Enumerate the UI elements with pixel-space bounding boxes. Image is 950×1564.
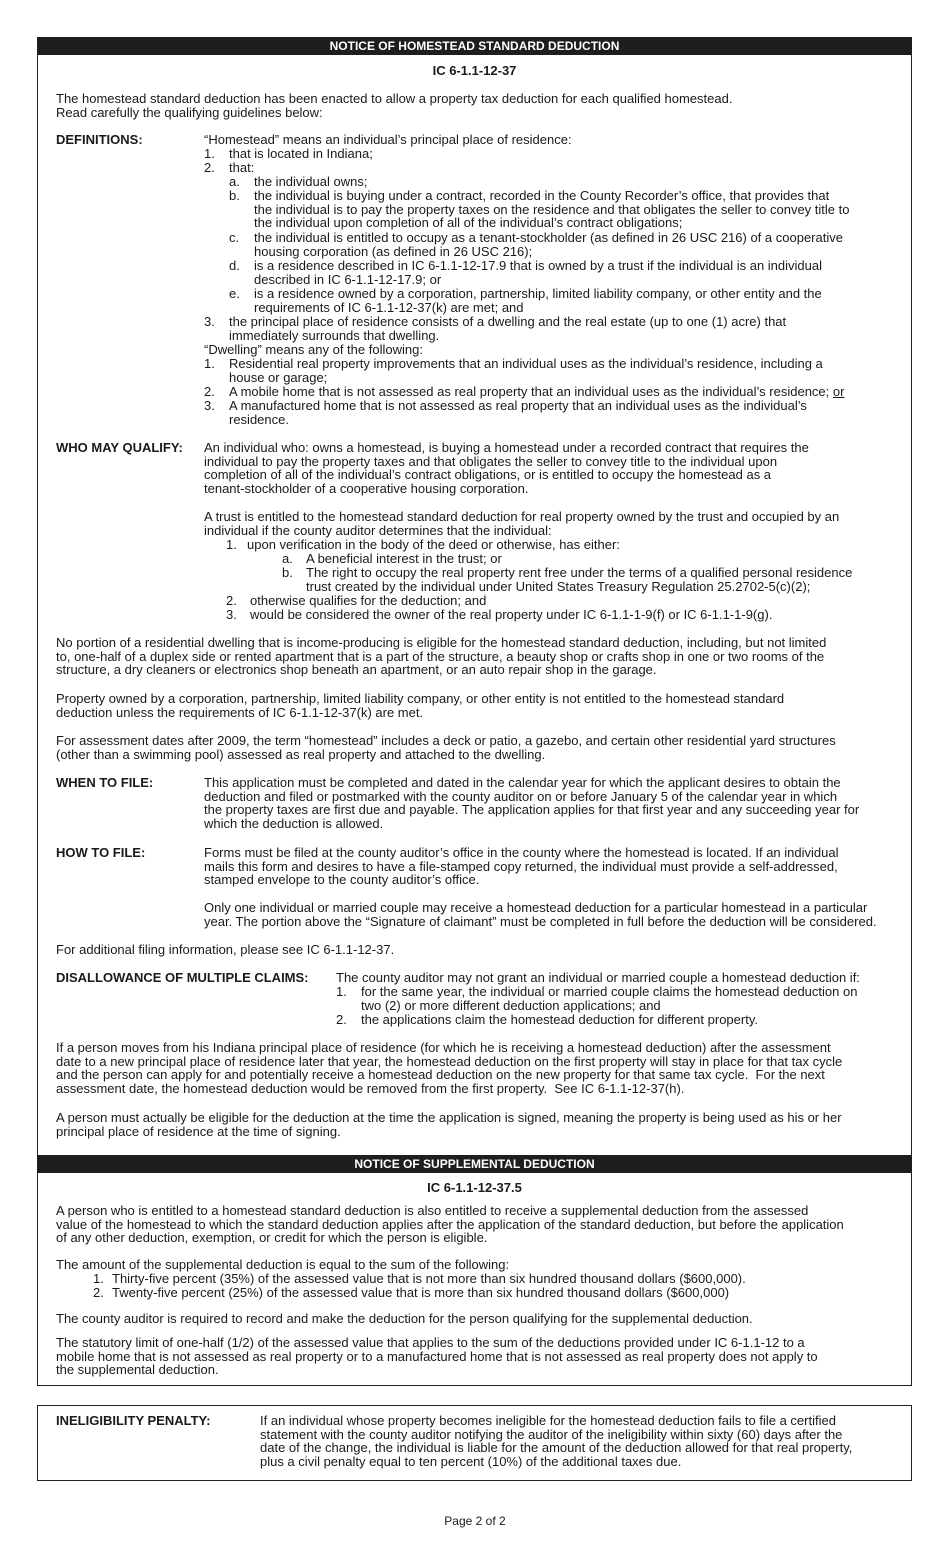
when-to-file-label: WHEN TO FILE: bbox=[56, 775, 154, 790]
list-item: the individual is entitled to occupy as a tenant-stockholder (as defined in 26 USC 216) of a cooperative housing corporation (as defined in 26 USC 216); bbox=[254, 230, 843, 259]
homestead-definition: “Homestead” means an individual’s principal place of residence: bbox=[204, 132, 572, 147]
list-number: 2. bbox=[204, 384, 215, 399]
list-number: 3. bbox=[204, 314, 215, 329]
list-item: the individual is buying under a contract, recorded in the County Recorder’s office, that provides that the individual is to pay the property taxes on the residence and that obligates the seller to convey title to the individual upon completion of all of the individual’s contract obligations; bbox=[254, 188, 850, 231]
list-letter: a. bbox=[229, 174, 240, 189]
income-producing-paragraph: No portion of a residential dwelling that is income-producing is eligible for the homestead standard deduction, including, but not limited to, one-half of a duplex side or rented apartment that is a part of the structure, a beauty shop or crafts shop in one or two rooms of the structure, a dry cleaners or electronics shop beneath an apartment, or an auto repair shop in the garage. bbox=[56, 635, 827, 678]
list-item: is a residence described in IC 6-1.1-12-17.9 that is owned by a trust if the individual is an individual described in IC 6-1.1-12-17.9; or bbox=[254, 258, 822, 287]
list-number: 1. bbox=[93, 1271, 104, 1286]
list-item: Residential real property improvements that an individual uses as the individual’s residence, including a house or garage; bbox=[229, 356, 823, 385]
statutory-limit-paragraph: The statutory limit of one-half (1/2) of the assessed value that applies to the sum of the deductions provided under IC 6-1.1-12 to a mobile home that is not assessed as real property or to a manufactured home that is not assessed as real property does not apply to the supplemental deduction. bbox=[56, 1335, 818, 1378]
trust-text: A trust is entitled to the homestead standard deduction for real property owned by the trust and occupied by an individual if the county auditor determines that the individual: bbox=[204, 509, 840, 538]
supplemental-notice-title: NOTICE OF SUPPLEMENTAL DEDUCTION bbox=[37, 1155, 912, 1173]
list-letter: c. bbox=[229, 230, 240, 245]
list-letter: d. bbox=[229, 258, 240, 273]
list-number: 1. bbox=[204, 356, 215, 371]
intro-text: The homestead standard deduction has been enacted to allow a property tax deduction for each qualified homestead. Read carefully the qualifying guidelines below: bbox=[56, 91, 733, 120]
list-number: 3. bbox=[204, 398, 215, 413]
list-item: The right to occupy the real property rent free under the terms of a qualified personal residence trust created by the individual under United States Treasury Regulation 25.2702-5(c)(2); bbox=[306, 565, 853, 594]
list-item: Thirty-five percent (35%) of the assessed value that is not more than six hundred thousand dollars ($600,000). bbox=[112, 1271, 746, 1286]
page-number: Page 2 of 2 bbox=[444, 1514, 506, 1528]
list-item: A mobile home that is not assessed as real property that an individual uses as the individual’s residence; or bbox=[229, 384, 845, 399]
list-item: upon verification in the body of the deed or otherwise, has either: bbox=[247, 537, 620, 552]
list-item: Twenty-five percent (25%) of the assessed value that is more than six hundred thousand dollars ($600,000) bbox=[112, 1285, 730, 1300]
list-item: A manufactured home that is not assessed as real property that an individual uses as the individual’s residence. bbox=[229, 398, 807, 427]
list-item: that: bbox=[229, 160, 255, 175]
how-to-file-note: Only one individual or married couple may receive a homestead deduction for a particular homestead in a particular year. The portion above the “Signature of claimant” must be completed in full before the deduction will be considered. bbox=[204, 900, 877, 929]
list-item: would be considered the owner of the real property under IC 6-1.1-1-9(f) or IC 6-1.1-1-9(g). bbox=[250, 607, 773, 622]
list-item: that is located in Indiana; bbox=[229, 146, 373, 161]
list-number: 1. bbox=[204, 146, 215, 161]
homestead-notice-title: NOTICE OF HOMESTEAD STANDARD DEDUCTION bbox=[37, 37, 912, 55]
list-letter: e. bbox=[229, 286, 240, 301]
list-item: for the same year, the individual or married couple claims the homestead deduction on two (2) or more different deduction applications; and bbox=[361, 984, 858, 1013]
supplemental-amount-intro: The amount of the supplemental deduction is equal to the sum of the following: bbox=[56, 1257, 510, 1272]
list-number: 2. bbox=[336, 1012, 347, 1027]
how-to-file-label: HOW TO FILE: bbox=[56, 845, 146, 860]
ineligibility-label: INELIGIBILITY PENALTY: bbox=[56, 1413, 211, 1428]
dwelling-definition: “Dwelling” means any of the following: bbox=[204, 342, 423, 357]
how-to-file-text: Forms must be filed at the county auditor’s office in the county where the homestead is located. If an individual mails this form and desires to have a file-stamped copy returned, the individual must provide a self-addressed, stamped envelope to the county auditor’s office. bbox=[204, 845, 839, 888]
list-number: 3. bbox=[226, 607, 237, 622]
list-number: 2. bbox=[204, 160, 215, 175]
list-number: 2. bbox=[226, 593, 237, 608]
list-item: the principal place of residence consists of a dwelling and the real estate (up to one (1) acre) that immediately surrounds that dwelling. bbox=[229, 314, 787, 343]
supplemental-paragraph: A person who is entitled to a homestead standard deduction is also entitled to receive a supplemental deduction from the assessed value of the homestead to which the standard deduction applies after the application of the standard deduction, but before the application of any other deduction, exemption, or credit for which the person is eligible. bbox=[56, 1203, 844, 1246]
definitions-label: DEFINITIONS: bbox=[56, 132, 143, 147]
ineligibility-text: If an individual whose property becomes ineligible for the homestead deduction fails to file a certified statement with the county auditor notifying the auditor of the ineligibility within sixty (60) days after the date of the change, the individual is liable for the amount of the deduction allowed for that real property, plus a civil penalty equal to ten percent (10%) of the additional taxes due. bbox=[260, 1413, 853, 1469]
list-letter: a. bbox=[282, 551, 293, 566]
additional-info: For additional filing information, please see IC 6-1.1-12-37. bbox=[56, 942, 395, 957]
list-item: A beneficial interest in the trust; or bbox=[306, 551, 502, 566]
supplemental-citation: IC 6-1.1-12-37.5 bbox=[427, 1180, 522, 1195]
who-may-qualify-label: WHO MAY QUALIFY: bbox=[56, 440, 183, 455]
list-item: the applications claim the homestead deduction for different property. bbox=[361, 1012, 758, 1027]
list-letter: b. bbox=[282, 565, 293, 580]
list-item: otherwise qualifies for the deduction; and bbox=[250, 593, 487, 608]
list-item: is a residence owned by a corporation, partnership, limited liability company, or other entity and the requirements of IC 6-1.1-12-37(k) are met; and bbox=[254, 286, 822, 315]
list-number: 1. bbox=[226, 537, 237, 552]
when-to-file-text: This application must be completed and dated in the calendar year for which the applicant desires to obtain the deduction and filed or postmarked with the county auditor on or before January 5 of the calendar year in which the property taxes are first due and payable. The application applies for that first year and any succeeding year for which the deduction is allowed. bbox=[204, 775, 860, 831]
list-letter: b. bbox=[229, 188, 240, 203]
homestead-citation: IC 6-1.1-12-37 bbox=[432, 63, 517, 78]
list-number: 2. bbox=[93, 1285, 104, 1300]
list-item: the individual owns; bbox=[254, 174, 368, 189]
moves-paragraph: If a person moves from his Indiana principal place of residence (for which he is receiving a homestead deduction) after the assessment date to a new principal place of residence later that year, the homestead deduction on the first property will stay in place for that tax cycle and the person can apply for and potentially receive a homestead deduction on the new property for that same tax cycle. For the next assessment date, the homestead deduction would be removed from the first property. See IC 6-1.1-12-37(h). bbox=[56, 1040, 843, 1096]
assessment-2009-paragraph: For assessment dates after 2009, the term “homestead” includes a deck or patio, a gazebo, and certain other residential yard structures (other than a swimming pool) assessed as real property and attached to the dwelling. bbox=[56, 733, 836, 762]
list-number: 1. bbox=[336, 984, 347, 999]
disallowance-intro: The county auditor may not grant an individual or married couple a homestead deduction if: bbox=[336, 970, 860, 985]
who-may-qualify-text: An individual who: owns a homestead, is buying a homestead under a recorded contract that requires the individual to pay the property taxes and that obligates the seller to convey title to the individual upon completion of all of the individual’s contract obligations, or is entitled to occupy the homestead as a tenant-stockholder of a cooperative housing corporation. bbox=[204, 440, 809, 496]
eligibility-paragraph: A person must actually be eligible for the deduction at the time the application is signed, meaning the property is being used as his or her principal place of residence at the time of signing. bbox=[56, 1110, 842, 1139]
disallowance-label: DISALLOWANCE OF MULTIPLE CLAIMS: bbox=[56, 970, 309, 985]
auditor-record-paragraph: The county auditor is required to record and make the deduction for the person qualifying for the supplemental deduction. bbox=[56, 1311, 753, 1326]
corporation-paragraph: Property owned by a corporation, partnership, limited liability company, or other entity is not entitled to the homestead standard deduction unless the requirements of IC 6-1.1-12-37(k) are met. bbox=[56, 691, 785, 720]
